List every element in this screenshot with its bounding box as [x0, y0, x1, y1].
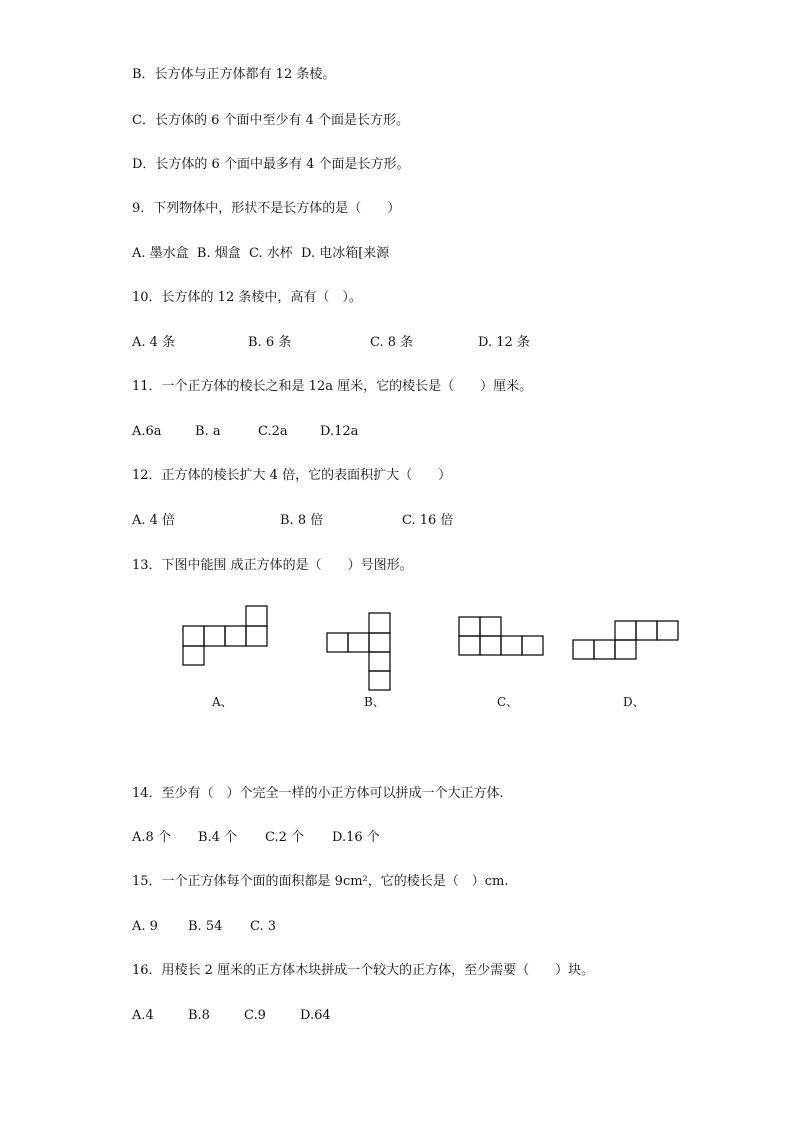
question-10: 10．长方体的 12 条棱中，高有（ ）。 [132, 290, 362, 305]
question-16: 16．用棱长 2 厘米的正方体木块拼成一个较大的正方体，至少需要（ ）块。 [132, 963, 595, 978]
net-c [459, 617, 543, 655]
question-11: 11．一个正方体的棱长之和是 12a 厘米，它的棱长是（ ）厘米。 [132, 379, 533, 394]
question-16-option-a: A.4 [132, 1008, 154, 1023]
question-16-option-d: D.64 [300, 1008, 331, 1023]
line-c8: C．长方体的 6 个面中至少有 4 个面是长方形。 [132, 113, 410, 128]
question-16-option-b: B.8 [188, 1008, 210, 1023]
line-d8: D．长方体的 6 个面中最多有 4 个面是长方形。 [132, 157, 410, 172]
question-12-option-c: C. 16 倍 [402, 513, 454, 528]
net-b [327, 613, 390, 690]
question-15-option-b: B. 54 [188, 919, 223, 934]
question-11-option-d: D.12a [320, 424, 359, 439]
net-d [573, 621, 678, 659]
net-label-a: A、 [212, 695, 233, 709]
question-16-option-c: C.9 [244, 1008, 266, 1023]
net-a [183, 606, 267, 665]
net-label-d: D、 [623, 695, 645, 709]
question-10-option-a: A. 4 条 [132, 335, 176, 350]
question-12-option-a: A. 4 倍 [132, 513, 176, 528]
question-15-option-a: A. 9 [132, 919, 158, 934]
question-10-option-d: D. 12 条 [478, 335, 530, 350]
question-14: 14．至少有（ ）个完全一样的小正方体可以拼成一个大正方体. [132, 786, 504, 801]
question-15: 15．一个正方体每个面的面积都是 9cm²，它的棱长是（ ）cm. [132, 874, 509, 889]
question-14-option-d: D.16 个 [332, 830, 380, 845]
net-label-c: C、 [497, 695, 519, 709]
question-10-option-b: B. 6 条 [248, 335, 292, 350]
net-label-b: B、 [364, 695, 385, 709]
question-9: 9．下列物体中，形状不是长方体的是（ ） [132, 201, 401, 216]
question-14-option-a: A.8 个 [132, 830, 171, 845]
question-12-option-b: B. 8 倍 [280, 513, 324, 528]
question-11-option-c: C.2a [258, 424, 288, 439]
question-15-option-c: C. 3 [250, 919, 277, 934]
question-14-option-b: B.4 个 [198, 830, 238, 845]
question-9-options: A. 墨水盒 B. 烟盒 C. 水杯 D. 电冰箱[来源 [132, 246, 390, 261]
question-11-option-a: A.6a [132, 424, 162, 439]
line-b8: B．长方体与正方体都有 12 条棱。 [132, 67, 336, 82]
question-11-option-b: B. a [195, 424, 221, 439]
question-12: 12．正方体的棱长扩大 4 倍，它的表面积扩大（ ） [132, 468, 452, 483]
question-10-option-c: C. 8 条 [370, 335, 414, 350]
question-13: 13．下图中能围 成正方体的是（ ）号图形。 [132, 558, 413, 573]
question-14-option-c: C.2 个 [265, 830, 305, 845]
